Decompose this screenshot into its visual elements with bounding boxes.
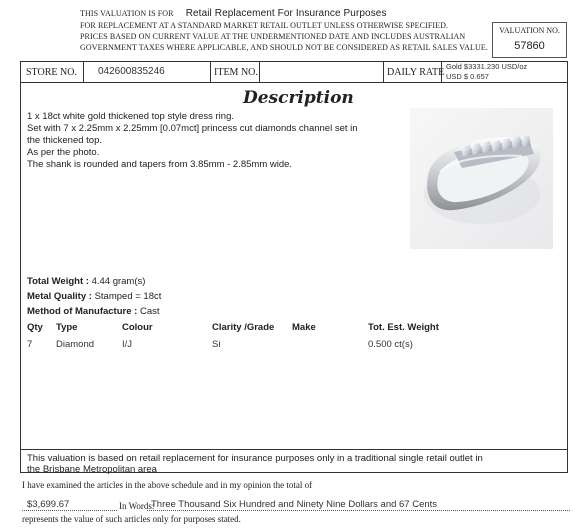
divider xyxy=(259,61,260,83)
metal-quality-value: Stamped = 18ct xyxy=(94,291,162,302)
total-weight-value: 4.44 gram(s) xyxy=(91,276,146,287)
column-header-clarity: Clarity /Grade xyxy=(212,322,275,333)
table-cell-qty: 7 xyxy=(27,339,33,350)
description-line: 1 x 18ct white gold thickened top style dress ring. xyxy=(27,111,235,122)
column-header-colour: Colour xyxy=(122,322,153,333)
divider xyxy=(83,61,84,83)
description-line: The shank is rounded and tapers from 3.85mm - 2.85mm wide. xyxy=(27,159,293,170)
gold-rate: Gold $3331.230 USD/oz xyxy=(446,62,528,71)
column-header-make: Make xyxy=(292,322,316,333)
column-header-weight: Tot. Est. Weight xyxy=(368,322,439,333)
valuation-number: 57860 xyxy=(514,40,545,52)
description-line: Set with 7 x 2.25mm x 2.25mm [0.07mct] princess cut diamonds channel set in xyxy=(27,123,358,134)
valuation-number-box xyxy=(492,22,567,58)
header-line-2: FOR REPLACEMENT AT A STANDARD MARKET RETAIL OUTLET UNLESS OTHERWISE SPECIFIED. xyxy=(80,21,449,30)
valuation-purpose: Retail Replacement For Insurance Purposes xyxy=(185,8,387,19)
header-line-3: PRICES BASED ON CURRENT VALUE AT THE UNDERMENTIONED DATE AND INCLUDES AUSTRALIAN xyxy=(80,32,466,41)
description-line: As per the photo. xyxy=(27,147,100,158)
daily-rate-label: DAILY RATE xyxy=(387,67,445,78)
column-header-type: Type xyxy=(56,322,78,333)
table-cell-colour: I/J xyxy=(122,339,133,350)
footer-divider xyxy=(20,449,568,450)
manufacture-method-value: Cast xyxy=(139,306,160,317)
ring-photo-image xyxy=(410,108,553,249)
in-words-label: In Words: xyxy=(119,501,155,511)
header-line-4: GOVERNMENT TAXES WHERE APPLICABLE, AND SHOULD NOT BE CONSIDERED AS RETAIL SALES VALUE. xyxy=(80,43,488,52)
in-words-dotted-line xyxy=(147,510,570,511)
total-value: $3,699.67 xyxy=(27,499,70,510)
usd-rate: USD $ 0.657 xyxy=(446,72,489,81)
ring-photo xyxy=(410,108,553,249)
divider xyxy=(383,61,384,83)
table-cell-weight: 0.500 ct(s) xyxy=(368,339,413,350)
metal-quality xyxy=(27,291,161,302)
in-words-value: Three Thousand Six Hundred and Ninety Nine Dollars and 67 Cents xyxy=(151,499,438,510)
valuation-number-label: VALUATION NO. xyxy=(499,26,560,35)
item-number-label: ITEM NO. xyxy=(214,67,258,78)
description-line: the thickened top. xyxy=(27,135,102,146)
represents-statement: represents the value of such articles only for purposes stated. xyxy=(22,514,241,524)
description-title: Description xyxy=(243,88,354,108)
total-weight xyxy=(27,276,145,287)
footer-note-line: the Brisbane Metropolitan area xyxy=(27,464,157,475)
table-cell-clarity: Si xyxy=(212,339,221,350)
total-dotted-line xyxy=(22,510,117,511)
total-weight-label: Total Weight : xyxy=(27,276,89,287)
footer-note-line: This valuation is based on retail replacement for insurance purposes only in a traditional single retail outlet in xyxy=(27,453,483,464)
metal-quality-label: Metal Quality : xyxy=(27,291,92,302)
column-header-qty: Qty xyxy=(27,322,43,333)
header-intro-line xyxy=(80,8,387,19)
manufacture-method xyxy=(27,306,160,317)
examined-statement: I have examined the articles in the above schedule and in my opinion the total of xyxy=(22,480,313,490)
manufacture-method-label: Method of Manufacture : xyxy=(27,306,138,317)
header-intro: THIS VALUATION IS FOR xyxy=(80,9,174,18)
store-number: 042600835246 xyxy=(98,66,165,77)
divider xyxy=(210,61,211,83)
store-number-label: STORE NO. xyxy=(26,67,77,78)
table-cell-type: Diamond xyxy=(56,339,95,350)
